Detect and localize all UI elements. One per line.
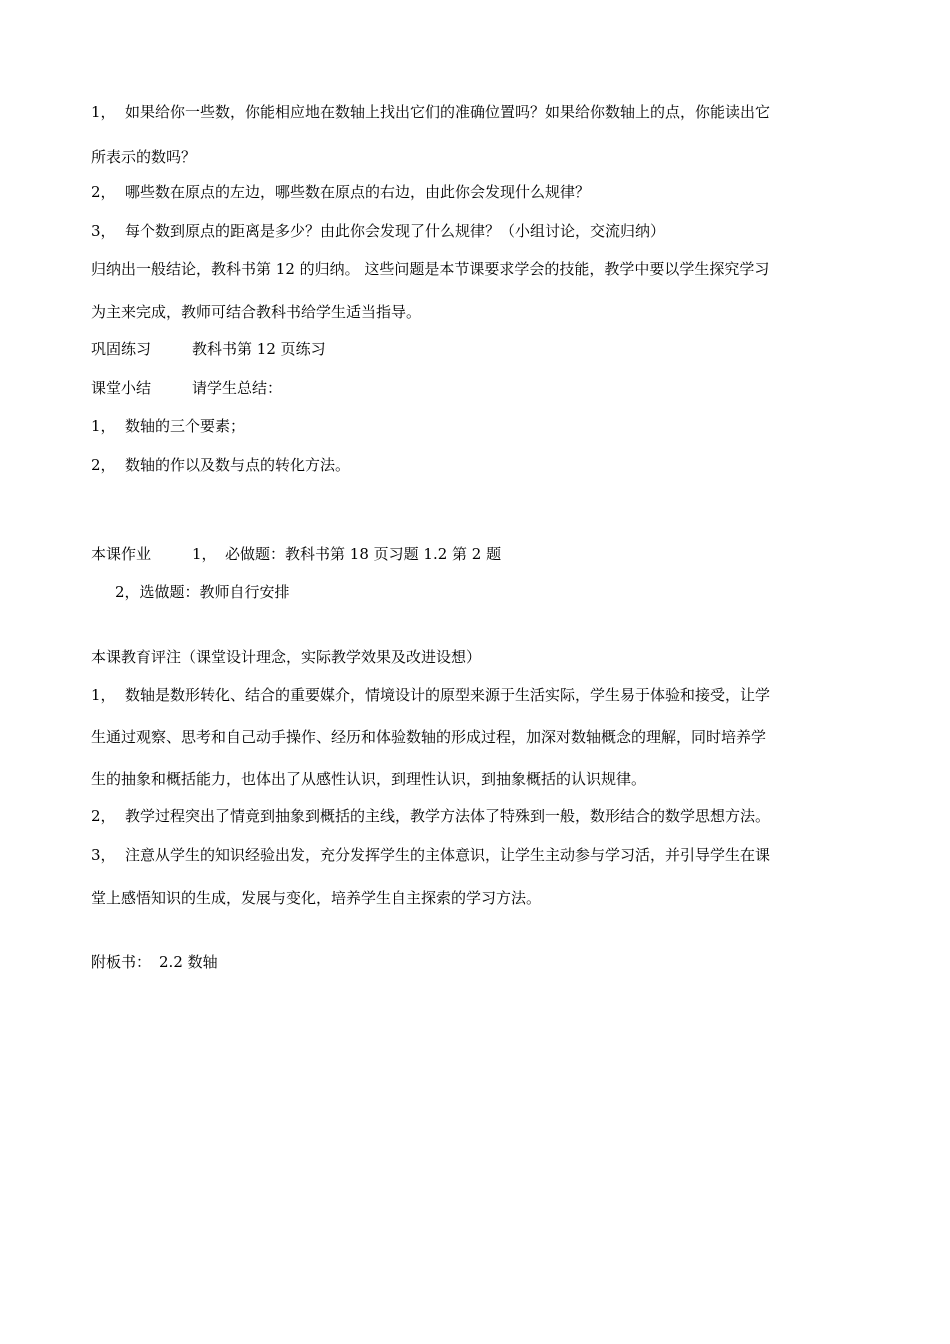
- evaluation-item-3-line-1: [91, 845, 770, 865]
- summary-paragraph-line-2: 为主来完成，教师可结合教科书给学生适当指导。: [91, 303, 422, 321]
- blackboard-row: [91, 952, 218, 972]
- question-3: [91, 221, 665, 241]
- class-summary-item-1: [91, 416, 245, 436]
- evaluation-item-3-number: 3，: [91, 846, 116, 864]
- blackboard-text: 2.2 数轴: [159, 953, 218, 971]
- homework-item-2: 2，选做题：教师自行安排: [115, 583, 290, 601]
- evaluation-item-3-text: 注意从学生的知识经验出发，充分发挥学生的主体意识，让学生主动参与学习活，并引导学生在课: [125, 846, 771, 864]
- evaluation-item-1-number: 1，: [91, 686, 116, 704]
- class-summary-item-2: [91, 455, 350, 475]
- evaluation-item-2-number: 2，: [91, 807, 116, 825]
- homework-item-1-number: 1，: [192, 545, 217, 563]
- homework-label: 本课作业: [91, 545, 152, 563]
- summary-paragraph-line-1: 归纳出一般结论，教科书第 12 的归纳。 这些问题是本节课要求学会的技能，教学中要以学生探究学习: [91, 260, 770, 278]
- question-3-text: 每个数到原点的距离是多少？由此你会发现了什么规律？（小组讨论，交流归纳）: [125, 222, 666, 240]
- question-1-text: 如果给你一些数，你能相应地在数轴上找出它们的准确位置吗？如果给你数轴上的点，你能读出它: [125, 103, 771, 121]
- class-summary-text: 请学生总结：: [192, 379, 283, 397]
- class-summary-item-1-number: 1，: [91, 417, 116, 435]
- evaluation-heading: 本课教育评注（课堂设计理念，实际教学效果及改进设想）: [91, 648, 482, 666]
- homework-item-1-text: 必做题：教科书第 18 页习题 1.2 第 2 题: [225, 545, 502, 563]
- evaluation-item-1-line-1: [91, 685, 770, 705]
- question-2-number: 2，: [91, 183, 116, 201]
- question-1-continuation: 所表示的数吗？: [91, 148, 197, 166]
- question-1-number: 1，: [91, 103, 116, 121]
- homework-row: [91, 544, 501, 564]
- question-2: [91, 182, 590, 202]
- question-2-text: 哪些数在原点的左边，哪些数在原点的右边，由此你会发现什么规律？: [125, 183, 591, 201]
- class-summary-item-2-text: 数轴的作以及数与点的转化方法。: [125, 456, 351, 474]
- evaluation-item-2: [91, 806, 770, 826]
- evaluation-item-2-text: 教学过程突出了情竟到抽象到概括的主线，教学方法体了特殊到一般，数形结合的数学思想方法。: [125, 807, 771, 825]
- class-summary-item-2-number: 2，: [91, 456, 116, 474]
- evaluation-item-1-text: 数轴是数形转化、结合的重要媒介，情境设计的原型来源于生活实际，学生易于体验和接受，让学: [125, 686, 771, 704]
- class-summary-row: [91, 378, 282, 398]
- practice-label: 巩固练习: [91, 340, 152, 358]
- blackboard-label: 附板书：: [91, 953, 152, 971]
- practice-text: 教科书第 12 页练习: [192, 340, 326, 358]
- evaluation-item-3-line-2: 堂上感悟知识的生成，发展与变化，培养学生自主探索的学习方法。: [91, 889, 542, 907]
- question-3-number: 3，: [91, 222, 116, 240]
- class-summary-label: 课堂小结: [91, 379, 152, 397]
- practice-row: [91, 339, 326, 359]
- evaluation-item-1-line-2: 生通过观察、思考和自己动手操作、经历和体验数轴的形成过程，加深对数轴概念的理解，同时培养学: [91, 728, 767, 746]
- evaluation-item-1-line-3: 生的抽象和概括能力，也体出了从感性认识，到理性认识，到抽象概括的认识规律。: [91, 770, 647, 788]
- class-summary-item-1-text: 数轴的三个要素；: [125, 417, 246, 435]
- question-1: [91, 102, 770, 122]
